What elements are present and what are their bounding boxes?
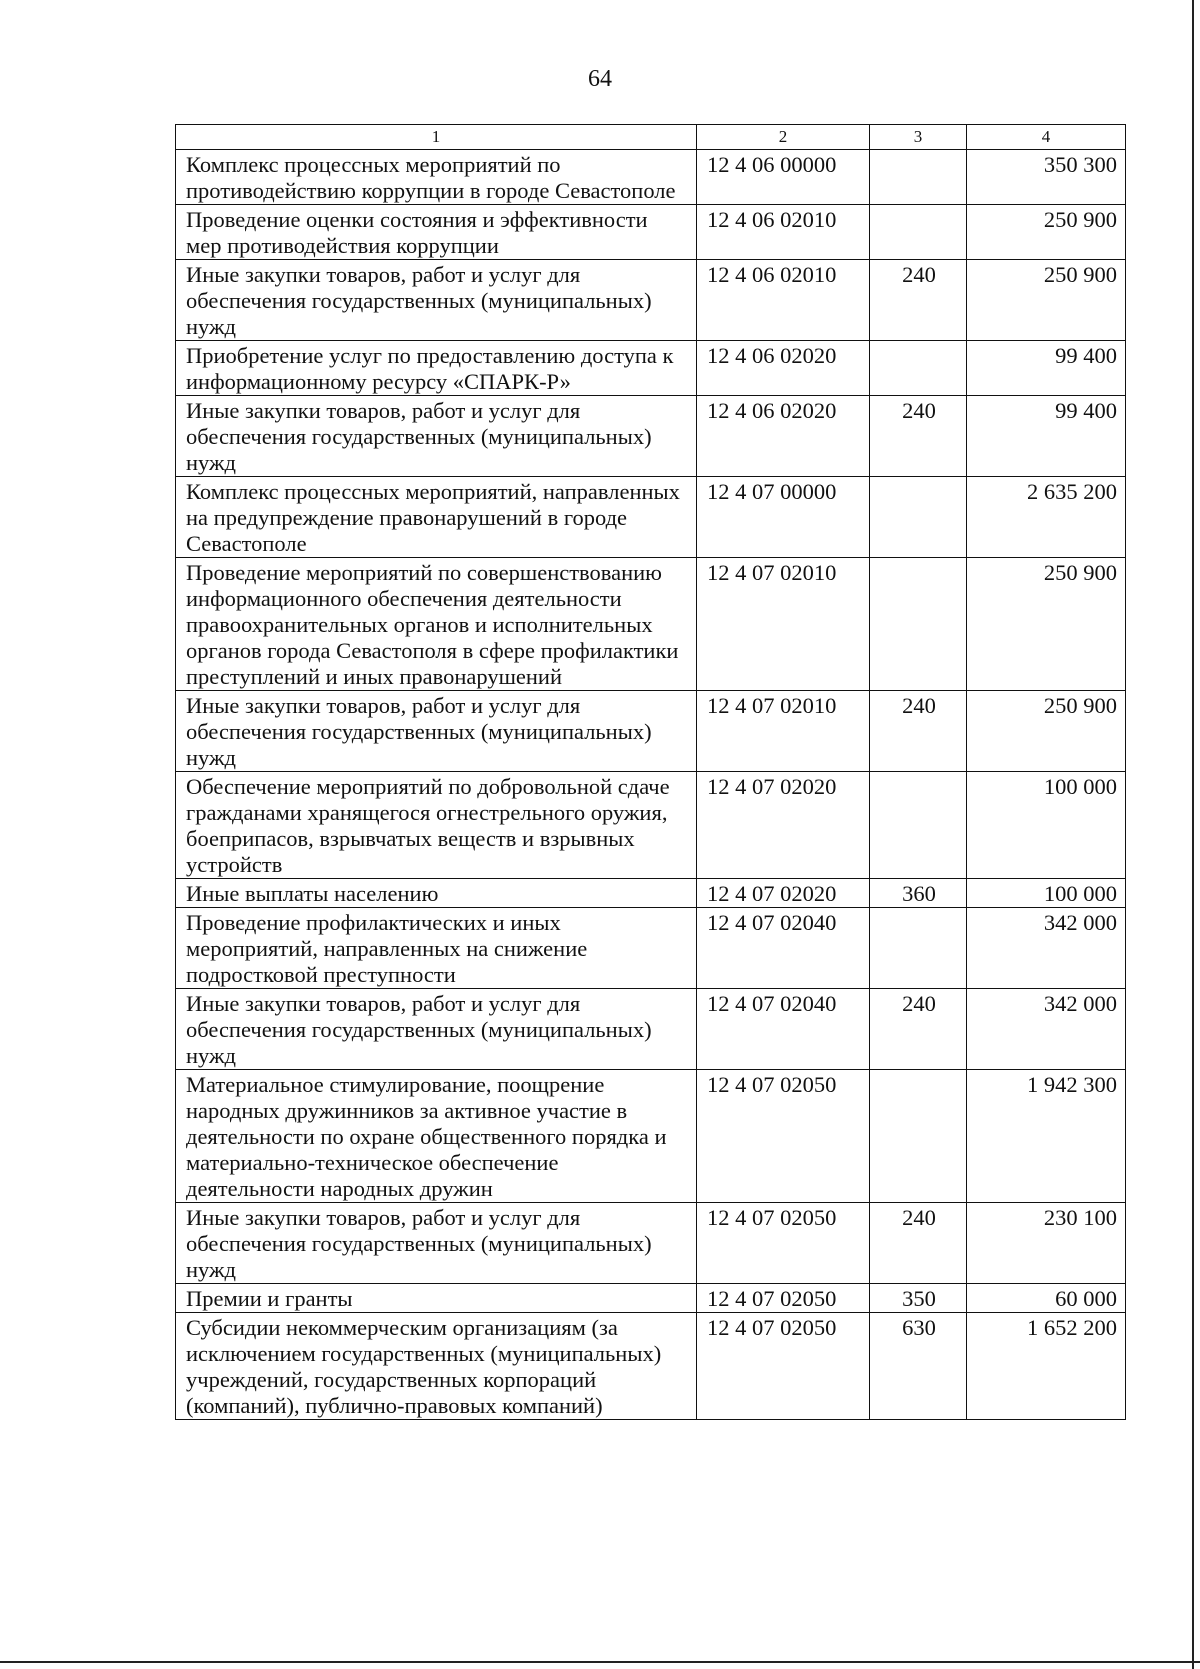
- row-expense-type: 240: [870, 1203, 967, 1284]
- row-code: 12 4 06 02020: [697, 396, 870, 477]
- budget-table: [175, 124, 1126, 1420]
- row-code: 12 4 06 00000: [697, 150, 870, 205]
- row-sum: 342 000: [967, 908, 1126, 989]
- row-expense-type: 360: [870, 879, 967, 908]
- row-name: Иные закупки товаров, работ и услуг для обеспечения государственных (муниципальных) нужд: [176, 396, 697, 477]
- table-row: [176, 150, 1126, 205]
- row-code: 12 4 07 02040: [697, 989, 870, 1070]
- row-name: Иные закупки товаров, работ и услуг для обеспечения государственных (муниципальных) нужд: [176, 691, 697, 772]
- row-expense-type: [870, 1070, 967, 1203]
- row-sum: 250 900: [967, 260, 1126, 341]
- table-row: [176, 341, 1126, 396]
- row-code: 12 4 07 02050: [697, 1070, 870, 1203]
- row-expense-type: [870, 150, 967, 205]
- row-sum: 1 942 300: [967, 1070, 1126, 1203]
- row-code: 12 4 07 02010: [697, 558, 870, 691]
- row-expense-type: [870, 772, 967, 879]
- row-code: 12 4 06 02010: [697, 205, 870, 260]
- table-row: [176, 1203, 1126, 1284]
- row-code: 12 4 07 02040: [697, 908, 870, 989]
- row-code: 12 4 07 02010: [697, 691, 870, 772]
- header-col-3: 3: [870, 125, 967, 150]
- page-number: 64: [588, 66, 612, 92]
- row-sum: 1 652 200: [967, 1313, 1126, 1420]
- header-col-2: 2: [697, 125, 870, 150]
- row-sum: 2 635 200: [967, 477, 1126, 558]
- row-sum: 250 900: [967, 691, 1126, 772]
- row-code: 12 4 06 02020: [697, 341, 870, 396]
- row-sum: 99 400: [967, 396, 1126, 477]
- row-name: Субсидии некоммерческим организациям (за исключением государственных (муниципальных) учреждений, государственных корпораций (компаний), публично-правовых компаний): [176, 1313, 697, 1420]
- table-row: [176, 908, 1126, 989]
- row-code: 12 4 07 02050: [697, 1203, 870, 1284]
- row-sum: 342 000: [967, 989, 1126, 1070]
- row-name: Проведение оценки состояния и эффективности мер противодействия коррупции: [176, 205, 697, 260]
- row-expense-type: [870, 477, 967, 558]
- row-sum: 250 900: [967, 205, 1126, 260]
- row-expense-type: 240: [870, 989, 967, 1070]
- row-code: 12 4 06 02010: [697, 260, 870, 341]
- table-row: [176, 1284, 1126, 1313]
- row-code: 12 4 07 02020: [697, 879, 870, 908]
- scan-edge-bottom: [0, 1661, 1200, 1663]
- row-name: Иные закупки товаров, работ и услуг для обеспечения государственных (муниципальных) нужд: [176, 260, 697, 341]
- row-expense-type: 240: [870, 396, 967, 477]
- row-sum: 250 900: [967, 558, 1126, 691]
- row-name: Комплекс процессных мероприятий, направленных на предупреждение правонарушений в городе Севастополе: [176, 477, 697, 558]
- row-code: 12 4 07 00000: [697, 477, 870, 558]
- row-code: 12 4 07 02050: [697, 1284, 870, 1313]
- row-expense-type: 240: [870, 260, 967, 341]
- row-name: Проведение мероприятий по совершенствованию информационного обеспечения деятельности правоохранительных органов и исполнительных органов города Севастополя в сфере профилактики преступлений и иных правонарушений: [176, 558, 697, 691]
- table-row: [176, 691, 1126, 772]
- table-row: [176, 477, 1126, 558]
- table-row: [176, 1313, 1126, 1420]
- row-expense-type: 240: [870, 691, 967, 772]
- row-expense-type: [870, 558, 967, 691]
- scan-edge-right: [1192, 0, 1194, 1669]
- row-name: Комплекс процессных мероприятий по противодействию коррупции в городе Севастополе: [176, 150, 697, 205]
- row-name: Материальное стимулирование, поощрение народных дружинников за активное участие в деятельности по охране общественного порядка и материально-техническое обеспечение деятельности народных дружин: [176, 1070, 697, 1203]
- row-expense-type: 630: [870, 1313, 967, 1420]
- row-name: Иные закупки товаров, работ и услуг для обеспечения государственных (муниципальных) нужд: [176, 989, 697, 1070]
- row-expense-type: [870, 205, 967, 260]
- row-code: 12 4 07 02020: [697, 772, 870, 879]
- row-name: Обеспечение мероприятий по добровольной сдаче гражданами хранящегося огнестрельного оружия, боеприпасов, взрывчатых веществ и взрывных устройств: [176, 772, 697, 879]
- table-row: [176, 558, 1126, 691]
- table-header-row: [176, 125, 1126, 150]
- row-sum: 350 300: [967, 150, 1126, 205]
- row-sum: 100 000: [967, 772, 1126, 879]
- table-row: [176, 205, 1126, 260]
- header-col-1: 1: [176, 125, 697, 150]
- row-name: Приобретение услуг по предоставлению доступа к информационному ресурсу «СПАРК-Р»: [176, 341, 697, 396]
- row-name: Иные закупки товаров, работ и услуг для обеспечения государственных (муниципальных) нужд: [176, 1203, 697, 1284]
- row-name: Проведение профилактических и иных мероприятий, направленных на снижение подростковой преступности: [176, 908, 697, 989]
- row-sum: 100 000: [967, 879, 1126, 908]
- row-sum: 60 000: [967, 1284, 1126, 1313]
- row-name: Иные выплаты населению: [176, 879, 697, 908]
- table-row: [176, 260, 1126, 341]
- table-row: [176, 1070, 1126, 1203]
- row-expense-type: 350: [870, 1284, 967, 1313]
- row-expense-type: [870, 341, 967, 396]
- row-sum: 99 400: [967, 341, 1126, 396]
- table-row: [176, 396, 1126, 477]
- row-expense-type: [870, 908, 967, 989]
- table-row: [176, 989, 1126, 1070]
- row-sum: 230 100: [967, 1203, 1126, 1284]
- header-col-4: 4: [967, 125, 1126, 150]
- row-code: 12 4 07 02050: [697, 1313, 870, 1420]
- table-row: [176, 879, 1126, 908]
- table-row: [176, 772, 1126, 879]
- row-name: Премии и гранты: [176, 1284, 697, 1313]
